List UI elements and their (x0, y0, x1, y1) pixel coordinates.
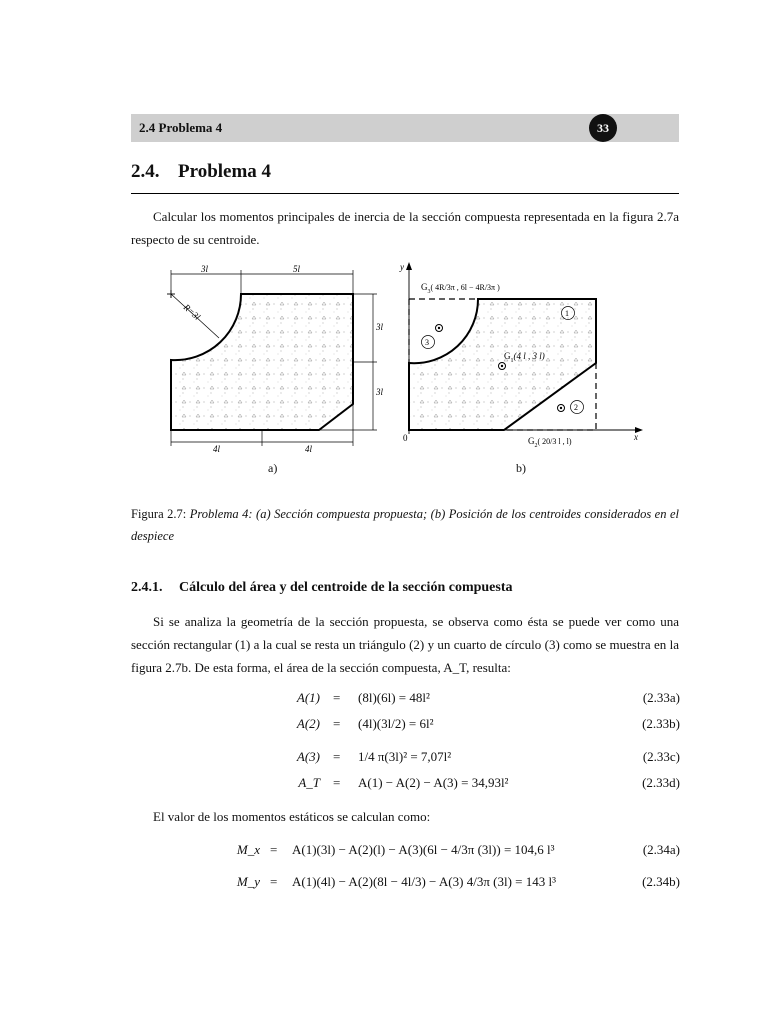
section-divider (131, 193, 679, 194)
part-3-label: 3 (425, 338, 429, 347)
figure-caption (131, 503, 679, 547)
section-title-text: Problema 4 (178, 161, 272, 182)
eq-lhs: M_y (236, 874, 260, 889)
dim-right-lower: 3l (376, 387, 384, 397)
eq-lhs: A(1) (296, 690, 320, 705)
dim-top-right: 5l (293, 264, 301, 274)
axis-y-label: y (400, 262, 404, 272)
dim-radius: R=3l (181, 302, 203, 322)
eq-tag: (2.34a) (642, 842, 680, 857)
eq-tag: (2.34b) (642, 874, 680, 889)
equation-2-33d (240, 775, 680, 793)
subsection-title-text: Cálculo del área y del centroide de la sección compuesta (179, 580, 513, 595)
g3-label: $G_3$( 4R/3π , 6l − 4R/3π ) (421, 282, 500, 295)
part-2-label: 2 (574, 403, 578, 412)
eq-lhs: M_x (236, 842, 260, 857)
section-a (167, 270, 377, 446)
dim-bottom-left: 4l (213, 444, 221, 454)
intro-paragraph: Calcular los momentos principales de inercia de la sección compuesta representada en la figura 2.7a respecto de su centroide. (131, 209, 679, 247)
eq-equals: = (333, 690, 341, 705)
part-1-label: 1 (565, 309, 569, 318)
eq-lhs: A_T (298, 775, 320, 790)
subfigure-b-label: b) (516, 461, 526, 475)
page-number-badge: 33 (589, 114, 617, 142)
eq-rhs: A(1)(4l) − A(2)(8l − 4l/3) − A(3) 4/3π (3l) = 143 l³ (292, 874, 556, 889)
equation-2-34b (200, 874, 680, 892)
eq-equals: = (333, 749, 341, 764)
subfigure-a-label: a) (268, 461, 278, 475)
origin-label: 0 (403, 433, 408, 443)
g2-label: $G_2$( 20/3 l , l) (528, 436, 572, 449)
section-number: 2.4. (131, 161, 160, 182)
equation-2-33a (240, 690, 680, 708)
eq-tag: (2.33c) (642, 749, 680, 764)
g1-label: $G_1(4$ l , 3 l) (504, 351, 545, 364)
equation-2-34a (200, 842, 680, 860)
eq-rhs: (8l)(6l) = 48l² (358, 690, 430, 705)
eq-tag: (2.33d) (642, 775, 680, 790)
dim-right-upper: 3l (376, 322, 384, 332)
eq-lhs: A(3) (296, 749, 320, 764)
figure-2-7 (131, 258, 679, 488)
eq-equals: = (270, 874, 278, 889)
moments-paragraph: El valor de los momentos estáticos se calculan como: (153, 809, 431, 824)
subsection-title (131, 580, 513, 596)
caption-prefix: Figura 2.7: (131, 507, 187, 521)
eq-equals: = (333, 716, 341, 731)
equation-2-33c (240, 749, 680, 767)
eq-tag: (2.33a) (642, 690, 680, 705)
eq-tag: (2.33b) (642, 716, 680, 731)
analysis-paragraph: Si se analiza la geometría de la sección propuesta, se observa como ésta se puede ver como una sección rectangular (1) a la cual se resta un triángulo (2) y un cuarto de círculo (3) como se muestra en la figura 2.7b. De esta forma, el área de la sección compuesta, A_T, resulta: (131, 614, 679, 675)
subsection-number: 2.4.1. (131, 580, 163, 595)
dim-bottom-right: 4l (305, 444, 313, 454)
eq-rhs: 1/4 π(3l)² = 7,07l² (358, 749, 452, 764)
figure-drawing (131, 258, 679, 488)
equation-2-33b (240, 716, 680, 734)
eq-lhs: A(2) (296, 716, 320, 731)
dim-top-left: 3l (201, 264, 209, 274)
axis-x-label: x (634, 432, 638, 442)
eq-rhs: (4l)(3l/2) = 6l² (358, 716, 434, 731)
running-header (131, 114, 679, 142)
eq-rhs: A(1) − A(2) − A(3) = 34,93l² (358, 775, 509, 790)
section-title (131, 161, 271, 183)
eq-equals: = (270, 842, 278, 857)
caption-text: Problema 4: (a) Sección compuesta propuesta; (b) Posición de los centroides considerados en el despiece (131, 507, 680, 543)
eq-rhs: A(1)(3l) − A(2)(l) − A(3)(6l − 4/3π (3l)) = 104,6 l³ (292, 842, 555, 857)
running-header-title: 2.4 Problema 4 (139, 120, 223, 135)
eq-equals: = (333, 775, 341, 790)
